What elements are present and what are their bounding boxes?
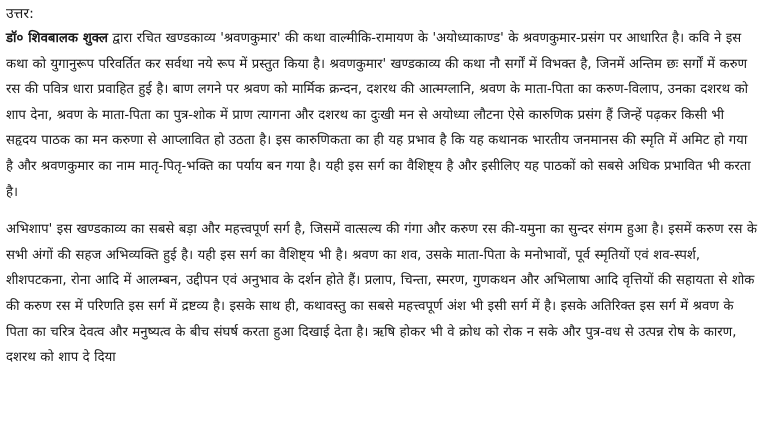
answer-document (6, 2, 758, 371)
paragraph-gap (6, 205, 758, 217)
paragraph-1-text: द्वारा रचित खण्डकाव्य 'श्रवणकुमार' की कथा वाल्मीकि-रामायण के 'अयोध्याकाण्ड' के श्रवणकुमार-प्रसंग पर आधारित है। कवि ने इस कथा को युगानुरूप परिवर्तित कर सर्वथा नये रूप में प्रस्तुत किया है। श्रवणकुमार' खण्डकाव्य की कथा नौ सर्गों में विभक्त है, जिनमें अन्तिम छः सर्गों में करुण रस की पवित्र धारा प्रवाहित हुई है। बाण लगने पर श्रवण को मार्मिक क्रन्दन, दशरथ की आत्मग्लानि, श्रवण के माता-पिता का करुण-विलाप, उनका दशरथ को शाप देना, श्रवण के माता-पिता का पुत्र-शोक में प्राण त्यागना और दशरथ का दुःखी मन से अयोध्या लौटना ऐसे कारुणिक प्रसंग हैं जिन्हें पढ़कर किसी भी सहृदय पाठक का मन करुणा से आप्लावित हो उठता है। इस कारुणिकता का ही यह प्रभाव है कि यह कथानक भारतीय जनमानस की स्मृति में अमिट हो गया है और श्रवणकुमार का नाम मातृ-पितृ-भक्ति का पर्याय बन गया है। यही इस सर्ग का वैशिष्ट्य है और इसीलिए यह पाठकों को सबसे अधिक प्रभावित भी करता है। (6, 31, 751, 200)
paragraph-2-text: अभिशाप' इस खण्डकाव्य का सबसे बड़ा और महत्त्वपूर्ण सर्ग है, जिसमें वात्सल्य की गंगा और करुण रस की-यमुना का सुन्दर संगम हुआ है। इसमें करुण रस के सभी अंगों की सहज अभिव्यक्ति हुई है। यही इस सर्ग का वैशिष्ट्य भी है। श्रवण का शव, उसके माता-पिता के मनोभावों, पूर्व स्मृतियों एवं शव-स्पर्श, शीशपटकना, रोना आदि में आलम्बन, उद्दीपन एवं अनुभाव के दर्शन होते हैं। प्रलाप, चिन्ता, स्मरण, गुणकथन और अभिलाषा आदि वृत्तियों की सहायता से शोक की करुण रस में परिणति इस सर्ग में द्रष्टव्य है। इसके साथ ही, कथावस्तु का सबसे महत्त्वपूर्ण अंश भी इसी सर्ग में है। इसके अतिरिक्त इस सर्ग में श्रवण के पिता का चरित्र देवत्व और मनुष्यत्व के बीच संघर्ष करता हुआ दिखाई देता है। ऋषि होकर भी वे क्रोध को रोक न सके और पुत्र-वध से उत्पन्न रोष के कारण, दशरथ को शाप दे दिया (6, 222, 758, 366)
paragraph-1 (6, 26, 758, 205)
paragraph-2 (6, 217, 758, 371)
answer-label: उत्तर: (6, 6, 34, 22)
author-name: डॉ० शिवबालक शुक्ल (6, 31, 108, 46)
